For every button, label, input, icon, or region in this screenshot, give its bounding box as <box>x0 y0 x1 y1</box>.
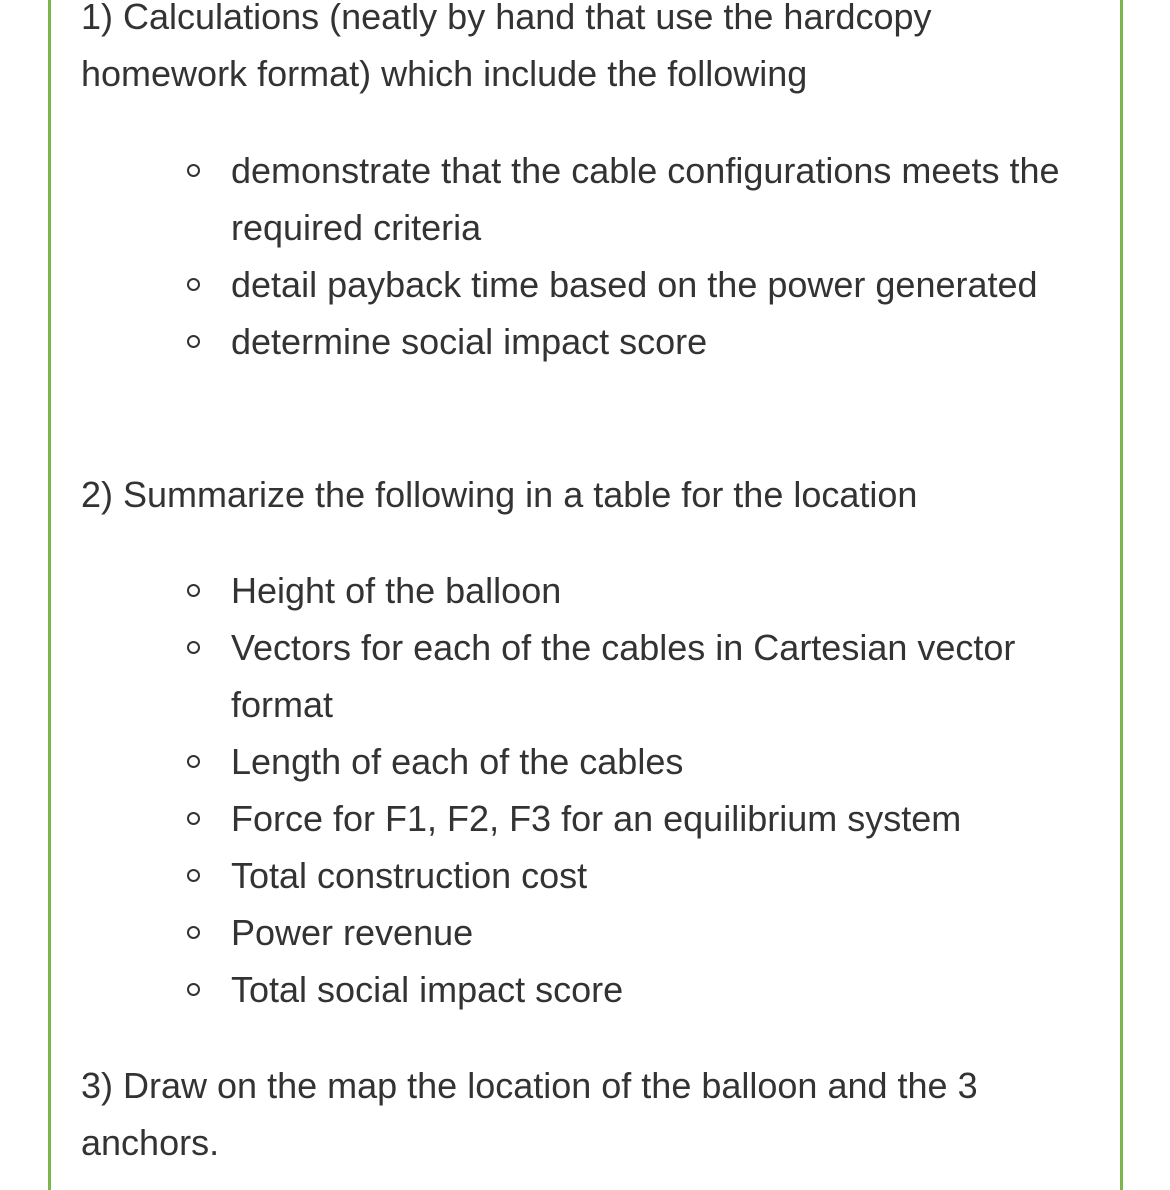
list-item-text: Total construction cost <box>231 855 588 896</box>
list-item-text: Height of the balloon <box>231 570 562 611</box>
hollow-bullet-icon <box>187 584 200 597</box>
list-item-text: Vectors for each of the cables in Cartesian vector format <box>231 627 1016 725</box>
list-item <box>81 961 1111 1018</box>
hollow-bullet-icon <box>187 755 200 768</box>
list-item <box>81 733 1111 790</box>
list-item-text: Length of each of the cables <box>231 741 684 782</box>
list-item <box>81 790 1111 847</box>
list-item <box>81 562 1111 619</box>
hollow-bullet-icon <box>187 164 200 177</box>
list-item <box>81 619 1111 733</box>
hollow-bullet-icon <box>187 983 200 996</box>
hollow-bullet-icon <box>187 812 200 825</box>
hollow-bullet-icon <box>187 641 200 654</box>
hollow-bullet-icon <box>187 869 200 882</box>
list-item <box>81 847 1111 904</box>
section-2-list <box>81 562 1111 1018</box>
section-1-list <box>81 142 1111 370</box>
hollow-bullet-icon <box>187 278 200 291</box>
hollow-bullet-icon <box>187 335 200 348</box>
section-3-heading: 3) Draw on the map the location of the balloon and the 3 anchors. <box>81 1065 978 1163</box>
list-item <box>81 256 1111 313</box>
list-item <box>81 313 1111 370</box>
list-item-text: Power revenue <box>231 912 474 953</box>
list-item <box>81 904 1111 961</box>
section-2-heading: 2) Summarize the following in a table for the location <box>81 474 918 515</box>
section-1-heading: 1) Calculations (neatly by hand that use the hardcopy homework format) which include the following <box>81 0 932 94</box>
list-item <box>81 142 1111 256</box>
hollow-bullet-icon <box>187 926 200 939</box>
list-item-text: Total social impact score <box>231 969 624 1010</box>
list-item-text: detail payback time based on the power generated <box>231 264 1038 305</box>
list-item-text: demonstrate that the cable configurations meets the required criteria <box>231 150 1060 248</box>
list-item-text: Force for F1, F2, F3 for an equilibrium system <box>231 798 962 839</box>
list-item-text: determine social impact score <box>231 321 708 362</box>
